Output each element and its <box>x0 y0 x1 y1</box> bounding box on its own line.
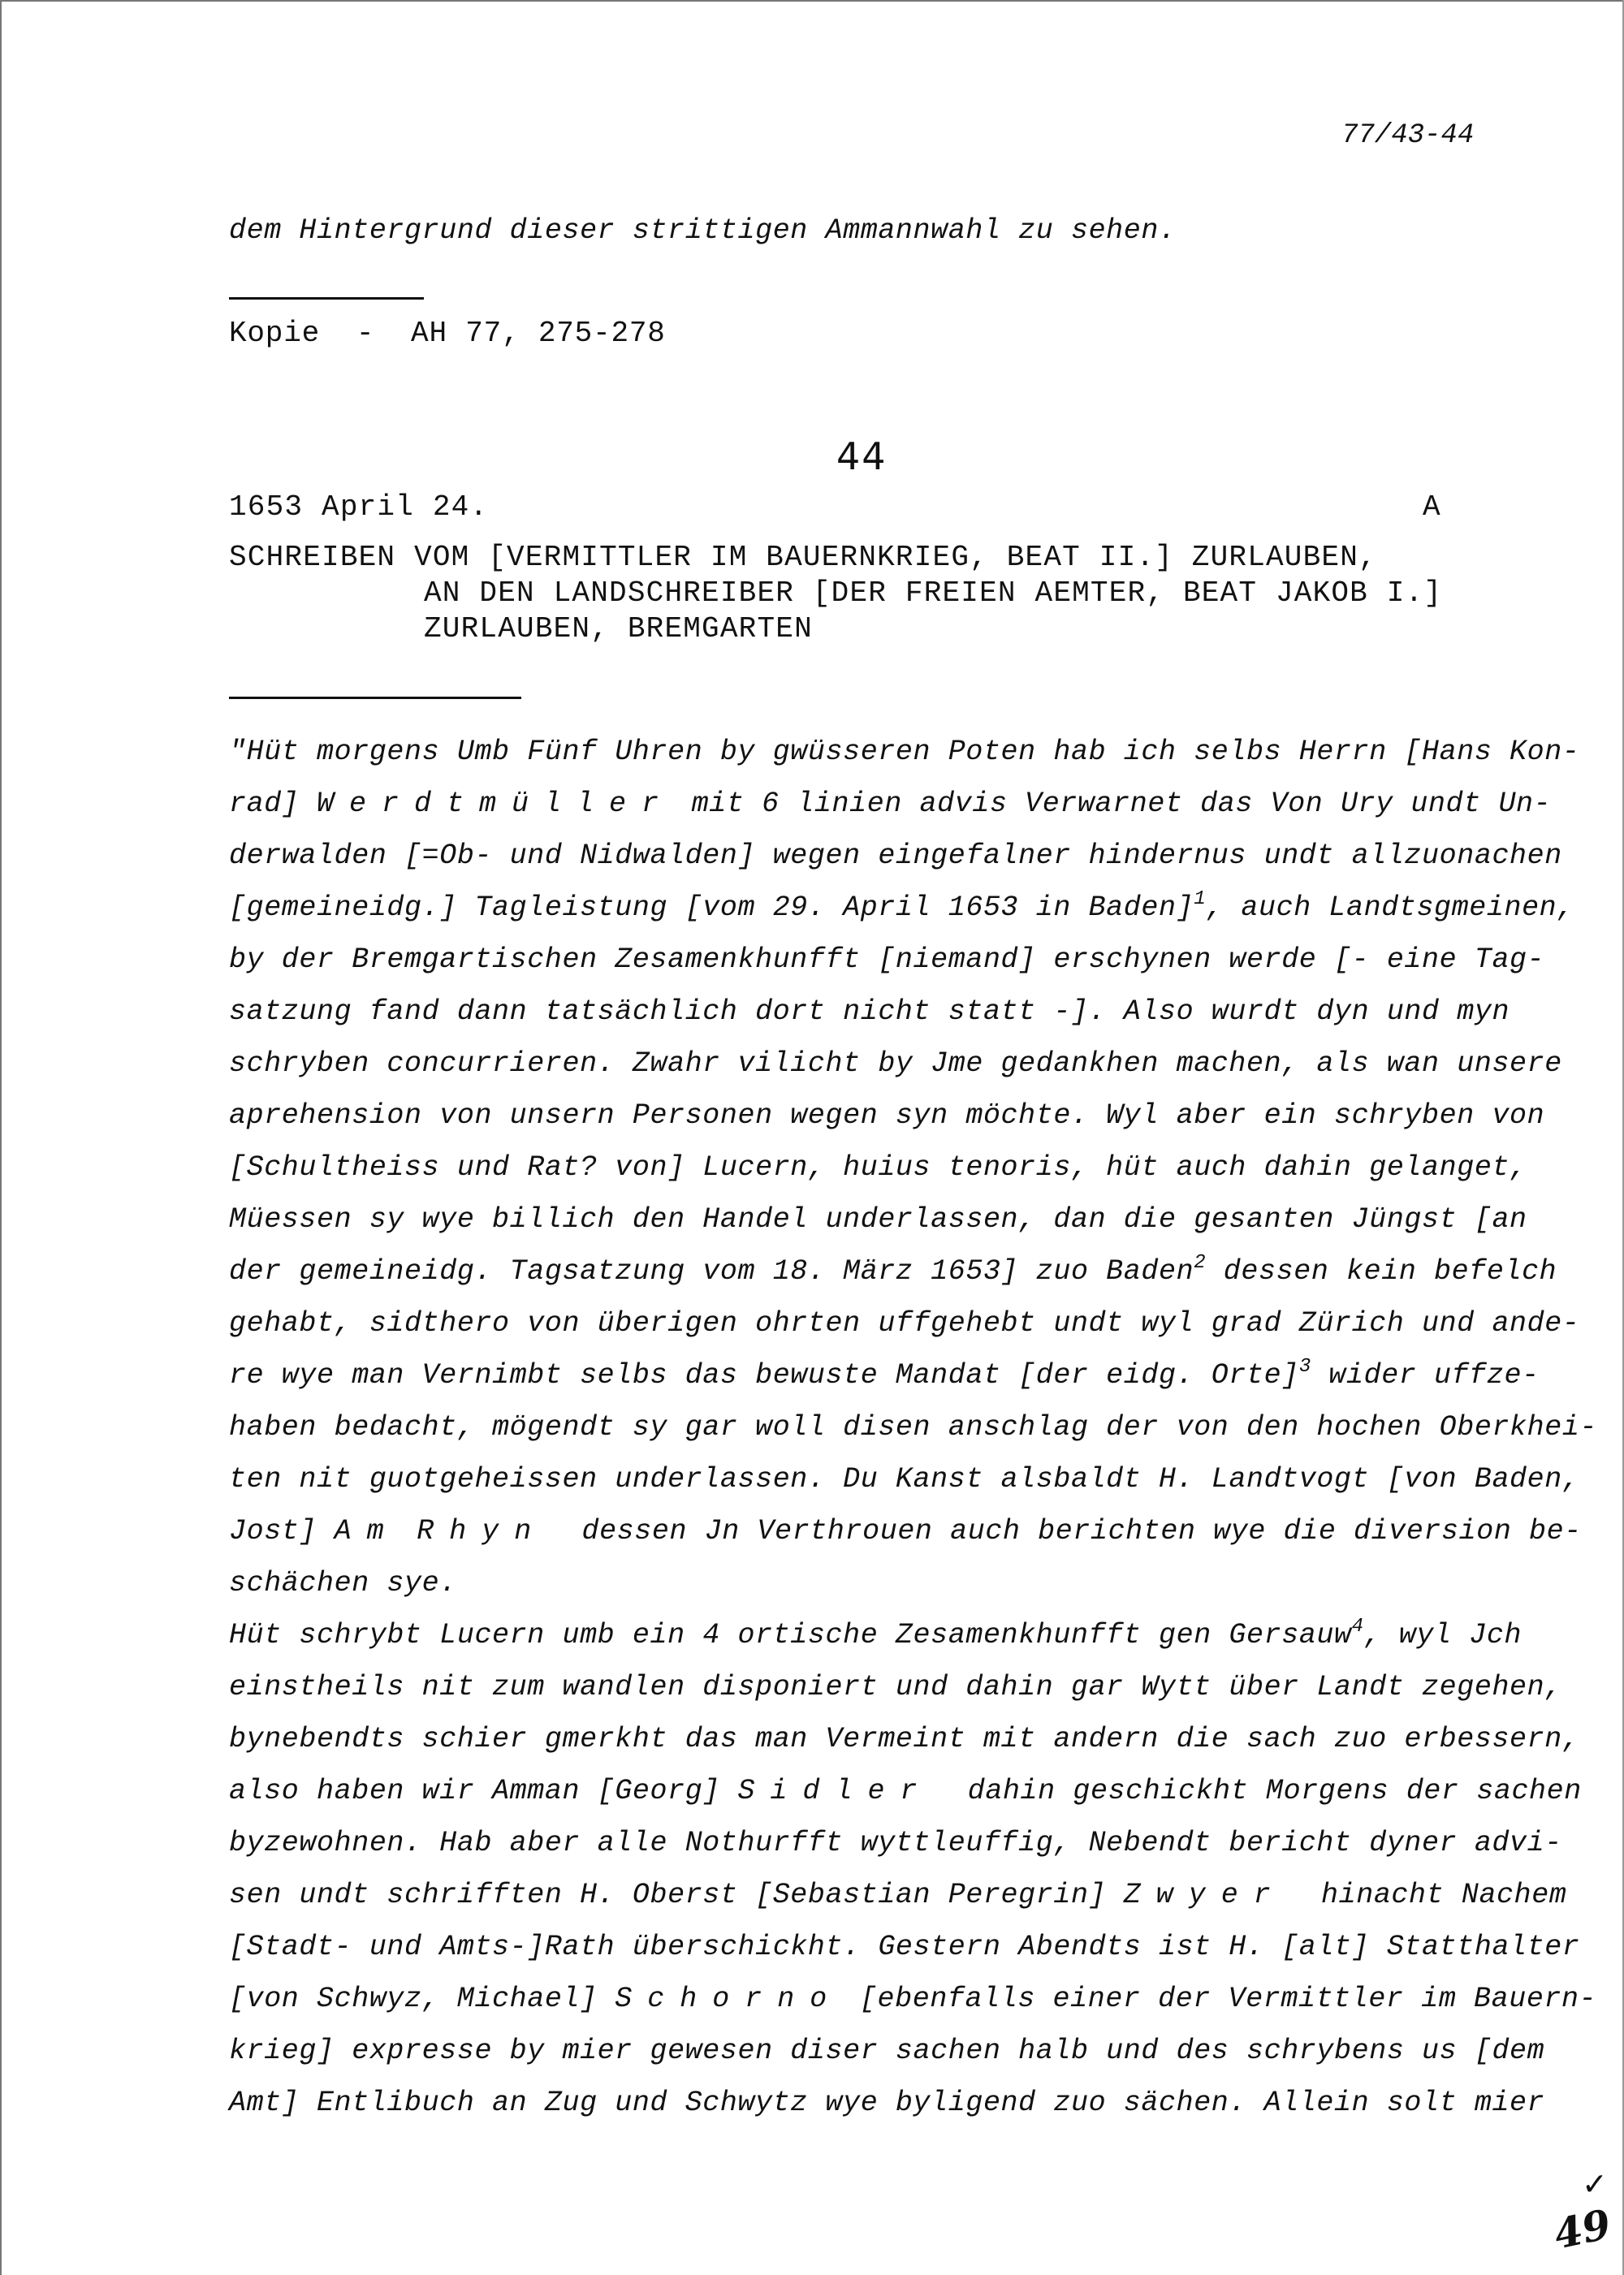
body-line: [Schultheiss und Rat? von] Lucern, huius tenoris, hüt auch dahin gelanget, <box>229 1151 1527 1184</box>
title-line: SCHREIBEN VOM [VERMITTLER IM BAUERNKRIEG, BEAT II.] ZURLAUBEN, <box>229 541 1377 574</box>
section-rule <box>229 697 521 699</box>
body-line: rad] Werdtmüller mit 6 linien advis Verwarnet das Von Ury undt Un- <box>229 788 1552 820</box>
spaced-name: Sidler <box>737 1775 933 1807</box>
body-line: also haben wir Amman [Georg] Sidler dahin geschickht Morgens der sachen <box>229 1775 1582 1807</box>
body-line: einstheils nit zum wandlen disponiert und dahin gar Wytt über Landt zegehen, <box>229 1671 1562 1703</box>
body-line: byzewohnen. Hab aber alle Nothurfft wyttleuffig, Nebendt bericht dyner advi- <box>229 1827 1562 1859</box>
body-line: satzung fand dann tatsächlich dort nicht statt -]. Also wurdt dyn und myn <box>229 995 1510 1028</box>
body-line: Amt] Entlibuch an Zug und Schwytz wye byligend zuo sächen. Allein solt mier <box>229 2087 1545 2119</box>
body-line: Hüt schrybt Lucern umb ein 4 ortische Zesamenkhunfft gen Gersauw$^4$, wyl Jch <box>229 1616 1522 1651</box>
body-line: "Hüt morgens Umb Fünf Uhren by gwüsseren Poten hab ich selbs Herrn [Hans Kon- <box>229 736 1580 768</box>
title-line: ZURLAUBEN, BREMGARTEN <box>424 612 813 645</box>
document-number: 44 <box>836 434 888 478</box>
body-line: aprehension von unsern Personen wegen syn möchte. Wyl aber ein schryben von <box>229 1099 1545 1132</box>
intro-line: dem Hintergrund dieser strittigen Ammannwahl zu sehen. <box>229 214 1177 247</box>
handwritten-page-number: 49 <box>1549 2199 1615 2259</box>
spaced-name: Am <box>334 1515 400 1548</box>
check-mark-icon: ✓ <box>1582 2166 1608 2202</box>
body-line: [gemeineidg.] Tagleistung [vom 29. April 1653 in Baden]$^1$, auch Landtsgmeinen, <box>229 888 1574 924</box>
footnote-ref: 3 <box>1298 1356 1311 1378</box>
body-line: gehabt, sidthero von überigen ohrten uffgehebt undt wyl grad Zürich und ande- <box>229 1307 1580 1340</box>
footnote-ref: 4 <box>1351 1616 1364 1638</box>
body-line: der gemeineidg. Tagsatzung vom 18. März 1653] zuo Baden$^2$ dessen kein befelch <box>229 1252 1557 1288</box>
variant-letter: A <box>1423 490 1441 524</box>
document-date: 1653 April 24. <box>229 490 489 524</box>
page-reference: 77/43-44 <box>1341 120 1475 151</box>
body-line: by der Bremgartischen Zesamenkhunfft [niemand] erschynen werde [- eine Tag- <box>229 943 1545 976</box>
body-line: [Stadt- und Amts-]Rath überschickht. Gestern Abendts ist H. [alt] Statthalter <box>229 1931 1580 1963</box>
copy-reference: Kopie - AH 77, 275-278 <box>229 317 666 350</box>
spaced-name: Zwyer <box>1123 1879 1286 1911</box>
footnote-ref: 2 <box>1194 1252 1207 1274</box>
body-line: bynebendts schier gmerkht das man Vermeint mit andern die sach zuo erbessern, <box>229 1723 1580 1755</box>
body-line: derwalden [=Ob- und Nidwalden] wegen eingefalner hindernus undt allzuonachen <box>229 840 1562 872</box>
page-border-left <box>0 0 2 2275</box>
body-line: haben bedacht, mögendt sy gar woll disen anschlag der von den hochen Oberkhei- <box>229 1411 1598 1444</box>
body-line: sen undt schrifften H. Oberst [Sebastian Peregrin] Zwyer hinacht Nachem <box>229 1879 1567 1911</box>
spaced-name: Werdtmüller <box>317 788 675 820</box>
body-line: schryben concurrieren. Zwahr vilicht by Jme gedankhen machen, als wan unsere <box>229 1047 1562 1080</box>
footnote-ref: 1 <box>1194 888 1207 910</box>
body-line: Jost] Am Rhyn dessen Jn Verthrouen auch berichten wye die diversion be- <box>229 1515 1582 1548</box>
title-line: AN DEN LANDSCHREIBER [DER FREIEN AEMTER, BEAT JAKOB I.] <box>424 576 1443 610</box>
body-line: ten nit guotgeheissen underlassen. Du Kanst alsbaldt H. Landtvogt [von Baden, <box>229 1463 1580 1496</box>
body-line: schächen sye. <box>229 1567 457 1599</box>
body-line: [von Schwyz, Michael] Schorno [ebenfalls einer der Vermittler im Bauern- <box>229 1983 1597 2015</box>
short-rule <box>229 297 424 300</box>
spaced-name: Rhyn <box>417 1515 547 1548</box>
body-line: krieg] expresse by mier gewesen diser sachen halb und des schrybens us [dem <box>229 2035 1545 2067</box>
body-line: Müessen sy wye billich den Handel underlassen, dan die gesanten Jüngst [an <box>229 1203 1527 1236</box>
body-line: re wye man Vernimbt selbs das bewuste Mandat [der eidg. Orte]$^3$ wider uffze- <box>229 1356 1540 1392</box>
spaced-name: Schorno <box>615 1983 843 2015</box>
page-border-top <box>0 0 1624 2</box>
